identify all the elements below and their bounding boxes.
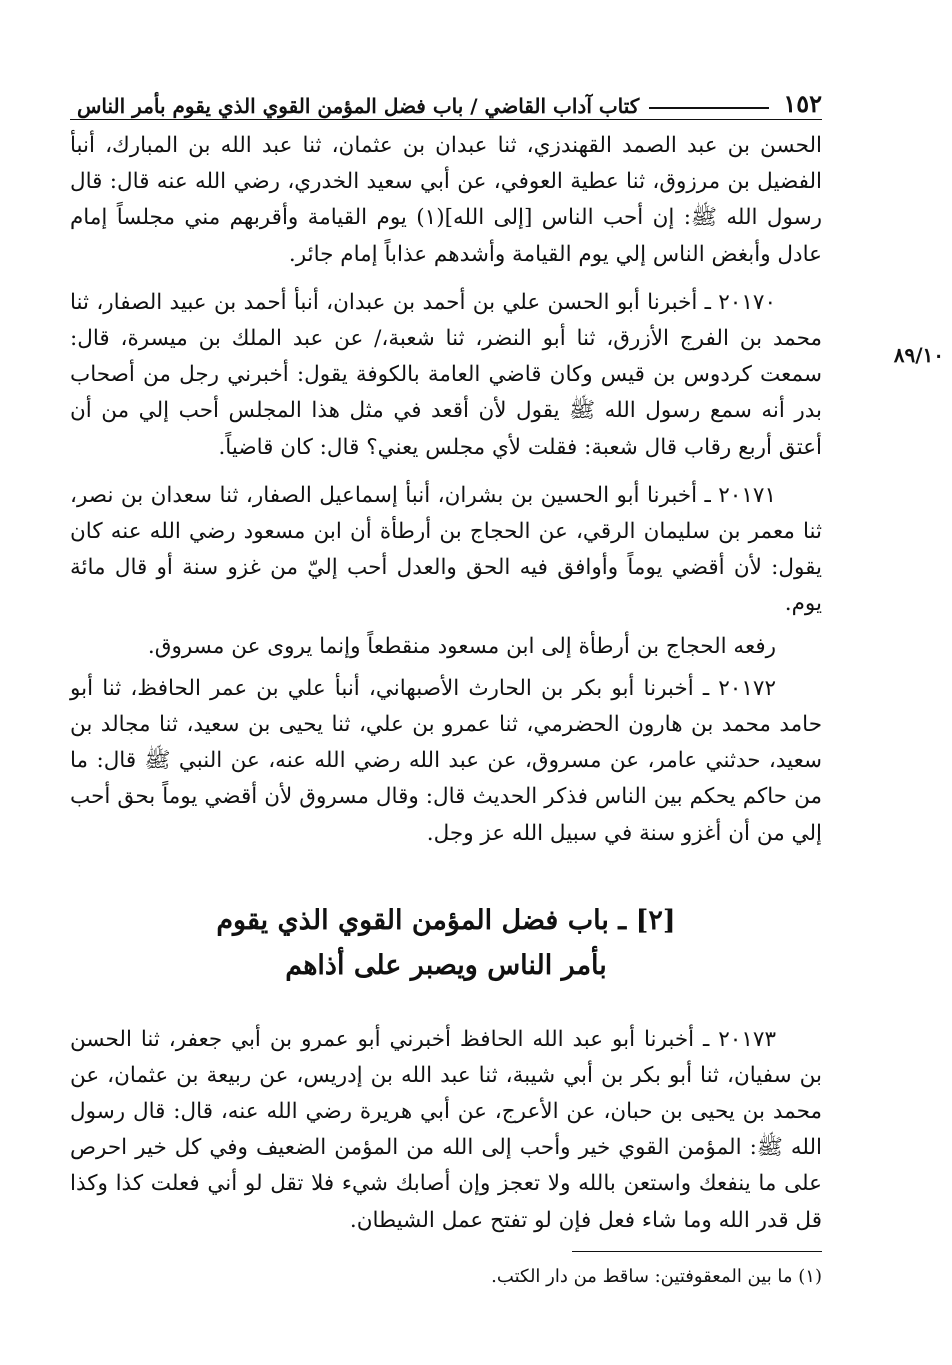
paragraph-hadith-20173: ٢٠١٧٣ ـ أخبرنا أبو عبد الله الحافظ أخبرني أبو عمرو بن أبي جعفر، ثنا الحسن بن سفيان، ثنا أبو بكر بن أبي شيبة، ثنا عبد الله بن إدريس، عن ربيعة بن عثمان، عن محمد بن يحيى بن حبان، عن الأعرج، عن أبي هريرة رضي الله عنه، قال: قال رسول الله ﷺ: المؤمن القوي خير وأحب إلى الله من المؤمن الضعيف وفي كل خير احرص على ما ينفعك واستعن بالله ولا تعجز وإن أصابك شيء فلا تقل لو أني فعلت كذا وكذا قل قدر الله وما شاء فعل فإن لو تفتح عمل الشيطان. xyxy=(70,1026,822,1233)
margin-page-reference: ٨٩/١٠ xyxy=(893,343,944,367)
paragraph-continuation: الحسن بن عبد الصمد القهندزي، ثنا عبدان بن عثمان، ثنا عبد الله بن المبارك، أنبأ الفضيل بن مرزوق، ثنا عطية العوفي، عن أبي سعيد الخدري، رضي الله عنه قال: قال رسول الله ﷺ: إن أحب الناس [إلى الله](١) يوم القيامة وأقربهم مني مجلساً إمام عادل وأبغض الناس إلي يوم القيامة وأشدهم عذاباً إمام جائر. xyxy=(70,133,822,267)
paragraph-hadith-20170: ٢٠١٧٠ ـ أخبرنا أبو الحسن علي بن أحمد بن عبدان، أنبأ أحمد بن عبيد الصفار، ثنا محمد بن الفرج الأزرق، ثنا أبو النضر، ثنا شعبة،/ عن عبد الملك بن ميسرة، قال: سمعت كردوس بن قيس وكان قاضي العامة بالكوفة يقول: أخبرني رجل من أصحاب بدر أنه سمع رسول الله ﷺ يقول لأن أقعد في مثل هذا المجلس أحب إلي من أن أعتق أربع رقاب قال شعبة: فقلت لأي مجلس يعني؟ قال: كان قاضياً. xyxy=(70,289,822,460)
paragraph-hadith-20171: ٢٠١٧١ ـ أخبرنا أبو الحسين بن بشران، أنبأ إسماعيل الصفار، ثنا سعدان بن نصر، ثنا معمر بن سليمان الرقي، عن الحجاج بن أرطأة أن ابن مسعود رضي الله عنه كان يقول: لأن أقضي يوماً وأوافق فيه الحق والعدل أحب إليّ من غزو سنة أو قال مائة يوم. xyxy=(70,482,822,617)
footnote-rule xyxy=(572,1251,822,1252)
running-title: كتاب آداب القاضي / باب فضل المؤمن القوي الذي يقوم بأمر الناس xyxy=(77,94,640,118)
main-text-upper xyxy=(70,128,822,852)
paragraph-comment: رفعه الحجاج بن أرطأة إلى ابن مسعود منقطعاً وإنما يروى عن مسروق. xyxy=(147,633,776,659)
main-text-lower xyxy=(70,1000,822,1260)
chapter-heading-line-2: بأمر الناس ويصبر على أذاهم xyxy=(285,950,607,981)
chapter-heading-line-1: [٢] ـ باب فضل المؤمن القوي الذي يقوم xyxy=(216,905,676,936)
header-dash xyxy=(649,107,769,109)
chapter-heading xyxy=(70,898,822,988)
page-header xyxy=(70,78,822,118)
header-rule xyxy=(70,119,822,120)
footnote: (١) ما بين المعقوفتين: ساقط من دار الكتب. xyxy=(491,1266,822,1287)
paragraph-hadith-20172: ٢٠١٧٢ ـ أخبرنا أبو بكر بن الحارث الأصبهاني، أنبأ علي بن عمر الحافظ، ثنا أبو حامد محمد بن هارون الحضرمي، ثنا عمرو بن علي، ثنا يحيى بن سعيد، ثنا مجالد بن سعيد، حدثني عامر، عن مسروق، عن عبد الله رضي الله عنه، عن النبي ﷺ قال: ما من حاكم يحكم بين الناس فذكر الحديث قال: وقال مسروق لأن أقضي يوماً بحق أحب إلي من أن أغزو سنة في سبيل الله عز وجل. xyxy=(70,675,822,846)
page-number: ١٥٢ xyxy=(783,89,822,118)
